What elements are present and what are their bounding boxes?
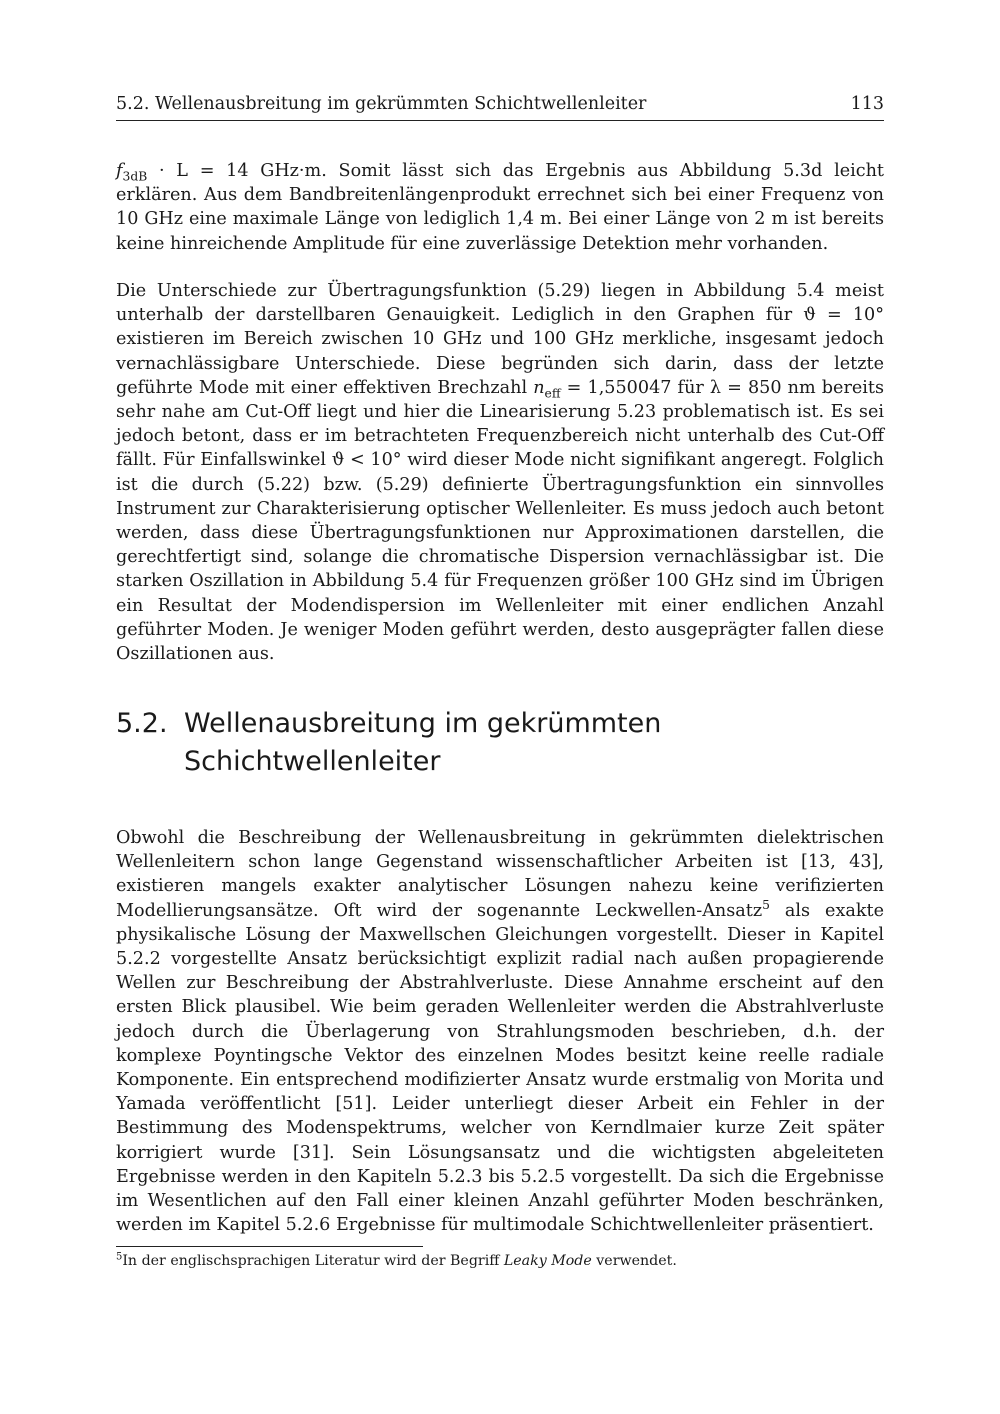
paragraph-2-text-a: Die Unterschiede zur Übertragungsfunktion (5.29) liegen in Abbildung 5.4 meist unterhalb der darstellbaren Genauigkeit. Lediglich in den Graphen für ϑ = 10° existieren im Bereich zwischen 10 GHz und 100 GHz merkliche, insgesamt jedoch vernachlässigbare Unterschiede. Diese begründen sich darin, dass der letzte geführte Mode mit einer effektiven Brechzahl [116, 281, 884, 398]
paragraph-3 [116, 826, 884, 1237]
paragraph-2 [116, 279, 884, 666]
paragraph-1 [116, 159, 884, 256]
symbol-n-subscript: eff [544, 386, 561, 401]
page-number: 113 [850, 94, 884, 114]
footnote-reference[interactable]: 5 [762, 897, 770, 912]
footnote-text-a: In der englischsprachigen Literatur wird der Begriff [122, 1253, 504, 1269]
paragraph-1-text: · L = 14 GHz·m. Somit lässt sich das Ergebnis aus Abbildung 5.3d leicht erklären. Aus dem Bandbreitenlängenprodukt errechnet sich bei einer Frequenz von 10 GHz eine maximale Länge von lediglich 1,4 m. Bei einer Länge von 2 m ist bereits keine hinreichende Amplitude für eine zuverlässige Detektion mehr vorhanden. [116, 161, 884, 254]
paragraph-2-text-b: = 1,550047 für λ = 850 nm bereits sehr nahe am Cut-Off liegt und hier die Linearisierung 5.23 problematisch ist. Es sei jedoch betont, dass er im betrachteten Frequenzbereich nicht unterhalb des Cut-Off fällt. Für Einfallswinkel ϑ < 10° wird dieser Mode nicht signifikant angeregt. Folglich ist die durch (5.22) bzw. (5.29) definierte Übertragungsfunktion ein sinnvolles Instrument zur Charakterisierung optischer Wellenleiter. Es muss jedoch auch betont werden, dass diese Übertragungsfunktionen nur Approximationen darstellen, die gerechtfertigt sind, solange die chromatische Dispersion vernachlässigbar ist. Die starken Oszillation in Abbildung 5.4 für Frequenzen größer 100 GHz sind im Übrigen ein Resultat der Modendispersion im Wellenleiter mit einer endlichen Anzahl geführter Moden. Je weniger Moden geführt werden, desto ausgeprägter fallen diese Oszillationen aus. [116, 377, 884, 665]
running-title: 5.2. Wellenausbreitung im gekrümmten Schichtwellenleiter [116, 94, 647, 114]
paragraph-3-text-b: als exakte physikalische Lösung der Maxwellschen Gleichungen vorgestellt. Dieser in Kapitel 5.2.2 vorgestellte Ansatz berücksichtigt explizit radial nach außen propagierende Wellen zur Beschreibung der Abstrahlverluste. Diese Annahme erscheint auf den ersten Blick plausibel. Wie beim geraden Wellenleiter werden die Abstrahlverluste jedoch durch die Überlagerung von Strahlungsmoden beschrieben, d.h. der komplexe Poyntingsche Vektor des einzelnen Modes besitzt keine reelle radiale Komponente. Ein entsprechend modifizierter Ansatz wurde erstmalig von Morita und Yamada veröffentlicht [51]. Leider unterliegt dieser Arbeit ein Fehler in der Bestimmung des Modenspektrums, welcher von Kerndlmaier kurze Zeit später korrigiert wurde [31]. Sein Lösungsansatz und die wichtigsten abgeleiteten Ergebnisse werden in den Kapiteln 5.2.3 bis 5.2.5 vorgestellt. Da sich die Ergebnisse im Wesentlichen auf den Fall einer kleinen Anzahl geführter Moden beschränken, werden im Kapitel 5.2.6 Ergebnisse für multimodale Schichtwellenleiter präsentiert. [116, 900, 885, 1236]
symbol-f-subscript: 3dB [122, 169, 148, 184]
footnote-mark: 5 [116, 1251, 123, 1263]
running-header [116, 92, 884, 121]
footnote-term: Leaky Mode [503, 1253, 592, 1269]
paragraph-3-text-a: Obwohl die Beschreibung der Wellenausbreitung in gekrümmten dielektrischen Wellenleitern schon lange Gegenstand wissenschaftlicher Arbeiten ist [13, 43], existieren mangels exakter analytischer Lösungen nahezu keine verifizierten Modellierungsansätze. Oft wird der sogenannte Leckwellen-Ansatz [116, 828, 884, 921]
symbol-f: f [116, 161, 123, 181]
footnote-divider [116, 1246, 423, 1247]
section-title: Wellenausbreitung im gekrümmten Schichtwellenleiter [184, 708, 662, 777]
footnote-text-b: verwendet. [591, 1253, 677, 1269]
section-number: 5.2. [116, 708, 168, 739]
footnote [116, 1252, 884, 1270]
symbol-n: n [533, 377, 545, 398]
